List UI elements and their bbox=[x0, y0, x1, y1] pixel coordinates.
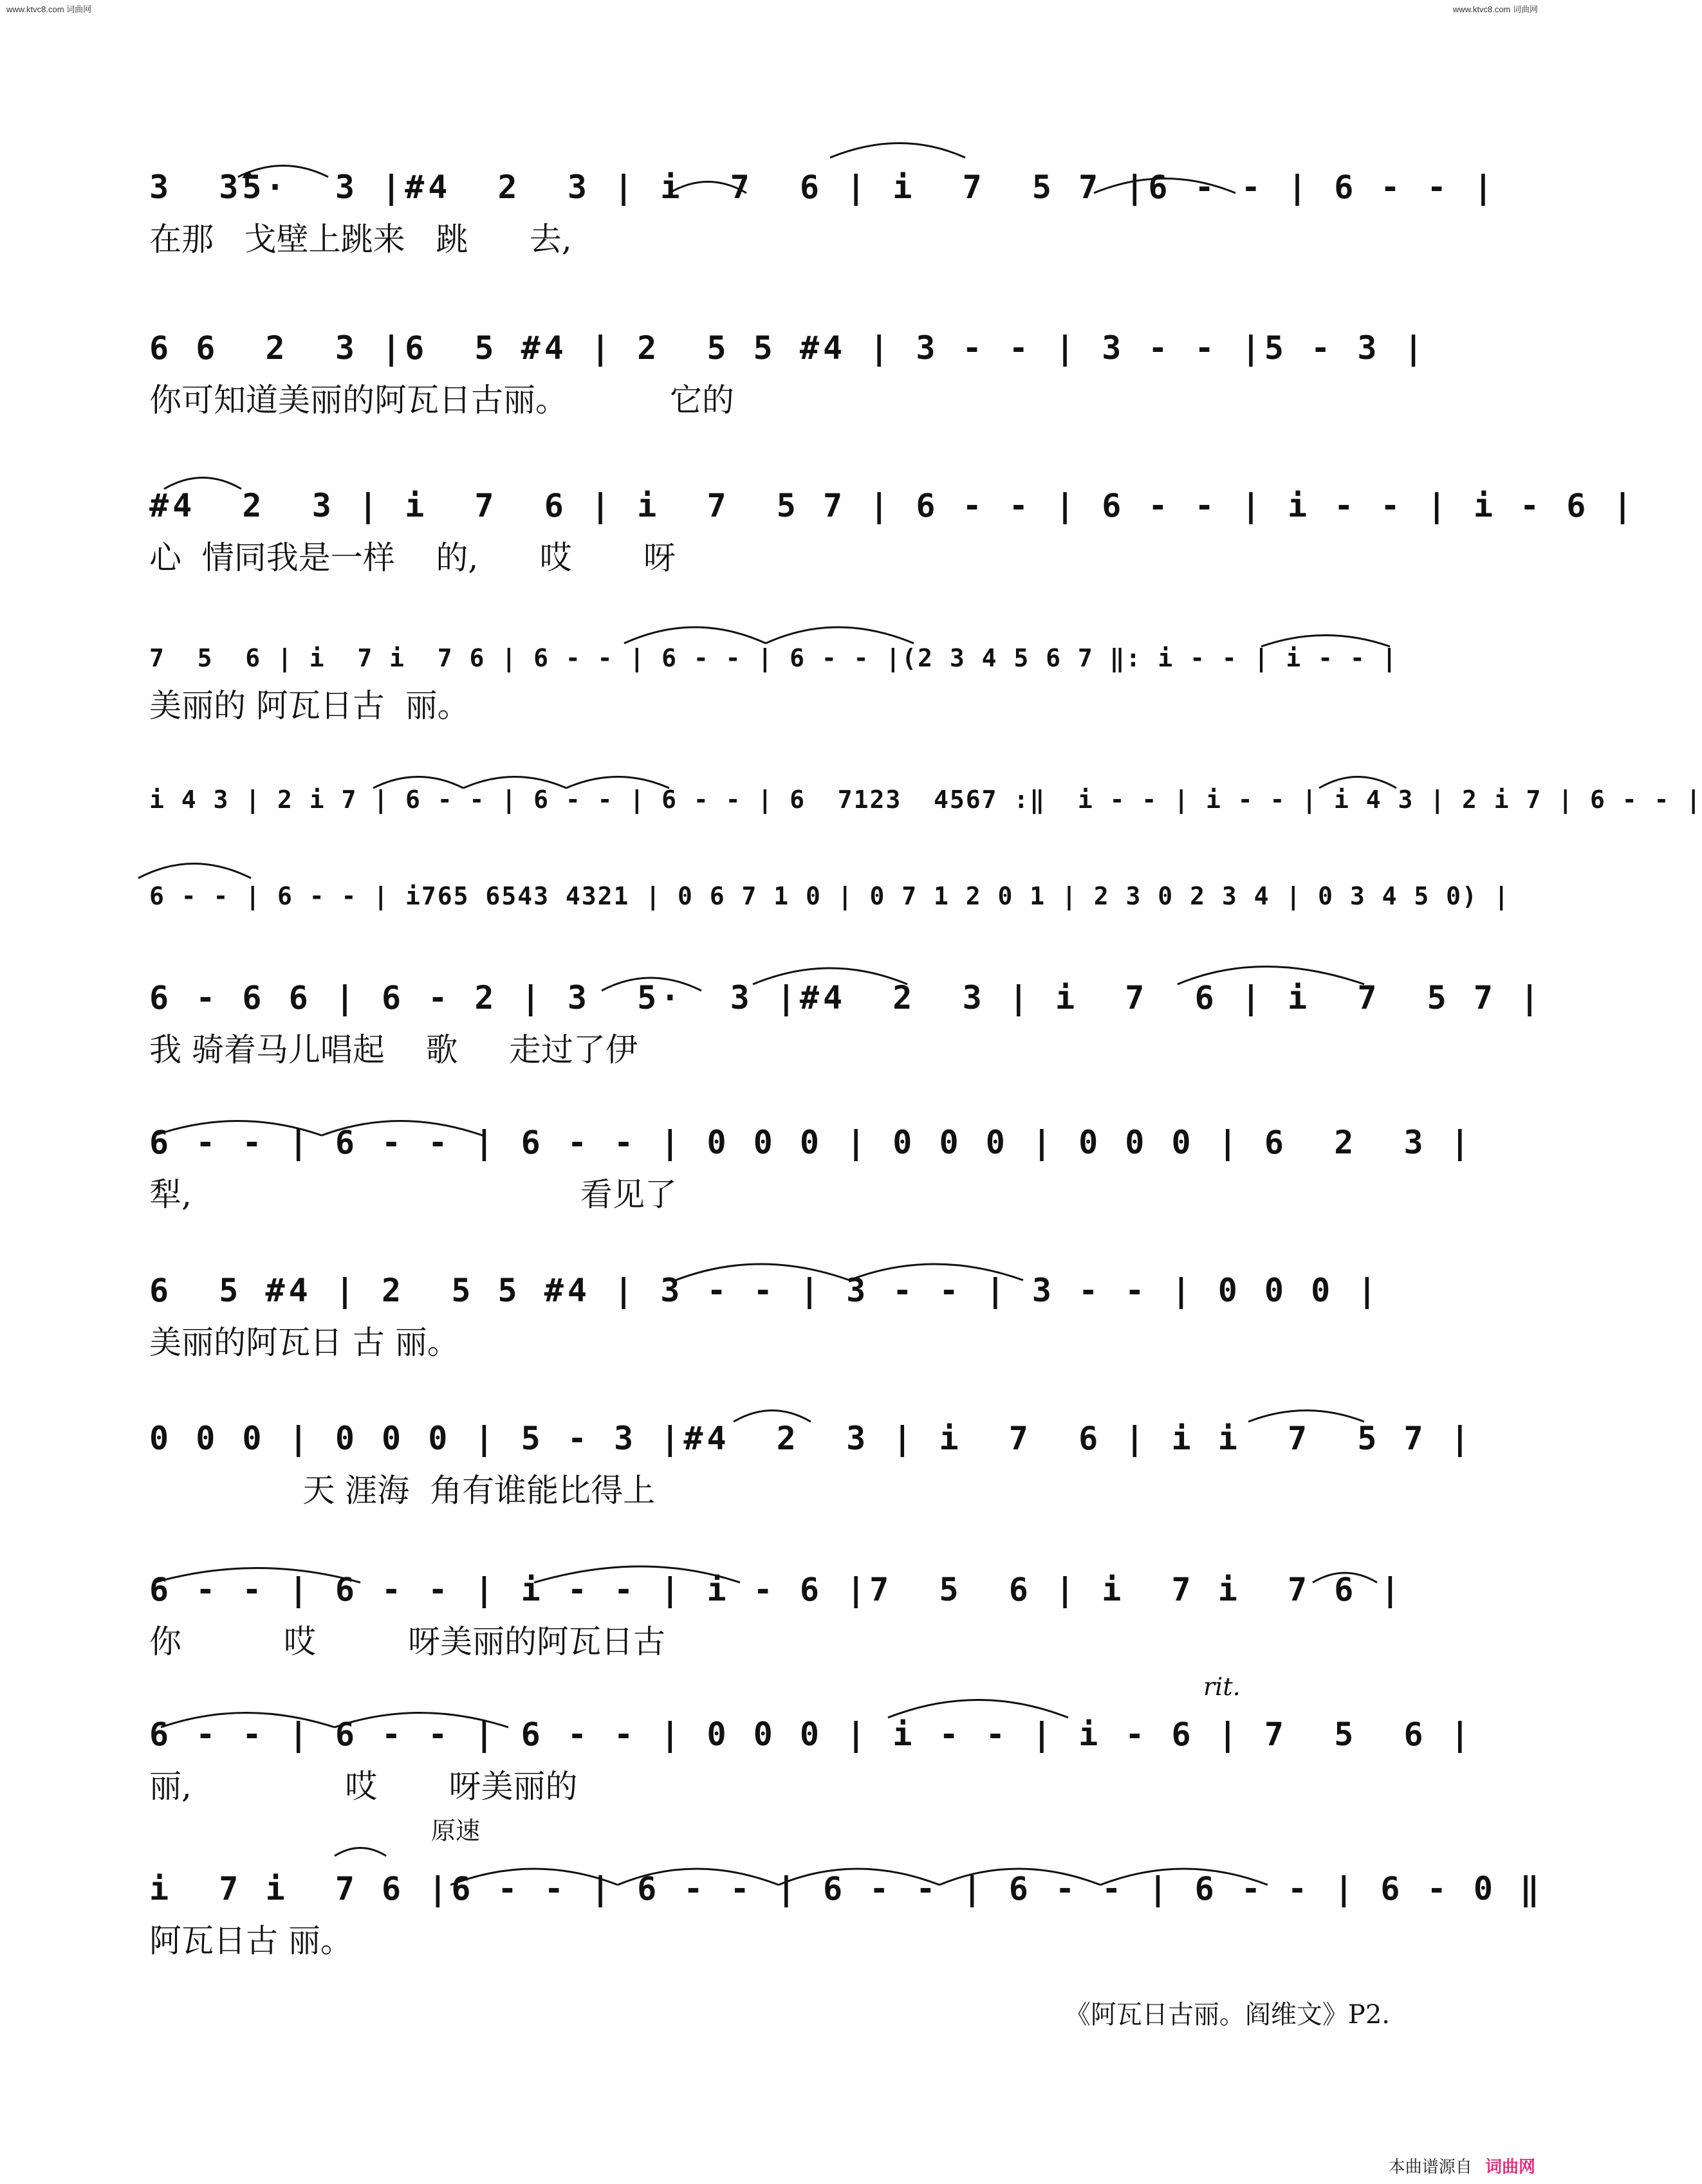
lyrics-line bbox=[149, 918, 1401, 959]
system-2 bbox=[149, 322, 1427, 419]
rit-marking: rit. bbox=[1203, 1673, 1241, 1701]
lyrics-line bbox=[149, 821, 1401, 863]
notes-line: 3 3̂5· 3 |#4 2 3 | i 7 6 | i 7 5 7 |6 - - | 6 - - | bbox=[149, 169, 1497, 206]
header-left: www.ktvc8.com 词曲网 bbox=[6, 5, 92, 14]
system-6 bbox=[149, 865, 1510, 959]
footer bbox=[1389, 2154, 1535, 2178]
lyrics-line: 你 哎 呀美丽的阿瓦日古 bbox=[149, 1623, 665, 1660]
system-7 bbox=[149, 971, 1544, 1069]
system-11 bbox=[149, 1563, 1404, 1660]
system-3 bbox=[149, 479, 1636, 576]
header-right: www.ktvc8.com 词曲网 bbox=[1452, 5, 1538, 14]
notes-line: 6 - - | 6 - - | i765 6543 4321 | 0 6 7 1 0 | 0 7 1 2 0 1 | 2 3 0 2 3 4 | 0 3 4 5 0) | bbox=[149, 882, 1510, 910]
lyrics-line: 犁, 看见了 bbox=[149, 1176, 677, 1213]
footer-logo[interactable]: 词曲网 bbox=[1485, 2158, 1535, 2177]
system-4 bbox=[149, 627, 1401, 724]
tempo-marking: 原速 bbox=[431, 1817, 481, 1845]
lyrics-line: 美丽的阿瓦日 古 丽。 bbox=[149, 1324, 459, 1361]
system-1 bbox=[149, 161, 1497, 258]
notes-line: #4 2 3 | i 7 6 | i 7 5 7 | 6 - - | 6 - - | i - - | i - 6 | bbox=[149, 487, 1636, 524]
lyrics-line: 我 骑着马儿唱起 歌 走过了伊 bbox=[149, 1031, 638, 1069]
notes-line: 0 0 0 | 0 0 0 | 5 - 3 |#4 2 3 | i 7 6 | i i 7 5 7 | bbox=[149, 1420, 1474, 1457]
notes-line: i 7 i 7 6 |6 - - | 6 - - | 6 - - | 6 - - | 6 - - | 6 - 0 ‖ bbox=[149, 1870, 1544, 1907]
lyrics-line: 心 情同我是一样 的, 哎 呀 bbox=[149, 539, 676, 576]
notes-line: i 4 3 | 2 i 7 | 6 - - | 6 - - | 6 - - | 6 7123 4567 :‖ i - - | i - - | i 4 3 | 2 i 7 | 6 - - | bbox=[149, 785, 1702, 814]
notes-line: 6 - - | 6 - - | 6 - - | 0 0 0 | i - - | i - 6 | 7 5 6 | bbox=[149, 1716, 1474, 1753]
lyrics-line: 丽, 哎 呀美丽的 bbox=[149, 1768, 578, 1805]
system-8 bbox=[149, 1116, 1474, 1213]
lyrics-line: 在那 戈壁上跳来 跳 去, bbox=[149, 221, 572, 258]
system-5 bbox=[149, 769, 1702, 863]
system-12 bbox=[149, 1708, 1474, 1805]
lyrics-line: 你可知道美丽的阿瓦日古丽。 它的 bbox=[149, 381, 734, 419]
page-caption: 《阿瓦日古丽。阎维文》P2. bbox=[1064, 2000, 1390, 2030]
notes-line: 6 - 6 6 | 6 - 2 | 3 5· 3 |#4 2 3 | i 7 6 | i 7 5 7 | bbox=[149, 979, 1544, 1016]
notes-line: 7 5 6 | i 7 i 7 6 | 6 - - | 6 - - | 6 - - |(2 3 4 5 6 7 ‖: i - - | i - - | bbox=[149, 644, 1398, 672]
system-9 bbox=[149, 1264, 1401, 1361]
lyrics-line: 美丽的 阿瓦日古 丽。 bbox=[149, 687, 470, 724]
system-13 bbox=[149, 1862, 1544, 1959]
notes-line: 6 5 #4 | 2 5 5 #4 | 3 - - | 3 - - | 3 - - | 0 0 0 | bbox=[149, 1272, 1381, 1309]
notes-line: 6 6 2 3 |6 5 #4 | 2 5 5 #4 | 3 - - | 3 - - |5 - 3 | bbox=[149, 329, 1427, 367]
system-10 bbox=[149, 1412, 1474, 1509]
notes-line: 6 - - | 6 - - | 6 - - | 0 0 0 | 0 0 0 | 0 0 0 | 6 2 3 | bbox=[149, 1124, 1474, 1161]
notes-line: 6 - - | 6 - - | i - - | i - 6 |7 5 6 | i 7 i 7 6 | bbox=[149, 1571, 1404, 1608]
lyrics-line: 天 涯海 角有谁能比得上 bbox=[149, 1472, 656, 1509]
footer-source: 本曲谱源自 bbox=[1388, 2158, 1472, 2177]
lyrics-line: 阿瓦日古 丽。 bbox=[149, 1922, 353, 1959]
